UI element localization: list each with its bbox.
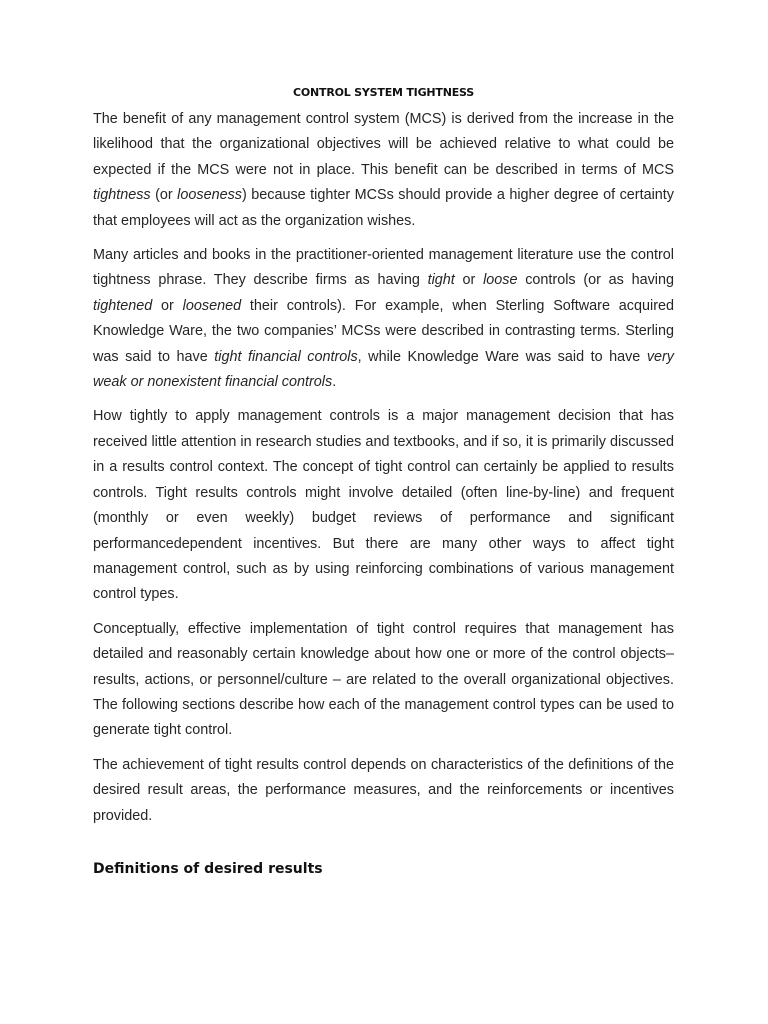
paragraph [93,404,674,607]
text-run: (or [150,187,178,204]
text-run: The achievement of tight results control depends on characteristics of the definitions of the desired result areas, the performance measures, and the reinforcements or incentives provided. [93,756,674,824]
text-run: Conceptually, effective implementation of tight control requires that management has detailed and reasonably certain knowledge about how one or more of the control objects– results, actions, or personnel/culture – are related to the overall organizational objectives. The following sections describe how each of the management control types can be used to generate tight control. [93,620,674,739]
italic-text-run: tight financial controls [214,348,358,365]
text-run: controls (or as having [517,272,674,289]
paragraph [93,617,674,744]
paragraph [93,243,674,395]
italic-text-run: tightness [93,187,151,204]
paragraph [93,753,674,829]
text-run: , while Knowledge Ware was said to have [357,348,647,365]
text-run: or [152,297,183,314]
text-run: Many articles and books in the practitioner-oriented management literature use the control tightness phrase. They describe firms as having [93,247,674,289]
italic-text-run: loosened [182,297,242,314]
text-run: How tightly to apply management controls is a major management decision that has received little attention in research studies and textbooks, and if so, it is primarily discussed in a results control context. The concept of tight control can certainly be applied to results controls. Tight results controls might involve detailed (often line-by-line) and frequent (monthly or even weekly) budget reviews of performance and significant performancedependent incentives. But there are many other ways to affect tight management control, such as by using reinforcing combinations of various management control types. [93,408,674,603]
italic-text-run: looseness [177,187,242,204]
italic-text-run: very weak or nonexistent financial controls [93,348,674,391]
document-body [93,86,674,838]
text-run: or [454,272,484,289]
text-run: . [332,374,337,391]
paragraph [93,107,674,234]
italic-text-run: tightened [93,297,153,314]
italic-text-run: tight [427,272,455,289]
text-run: ) because tighter MCSs should provide a higher degree of certainty that employees will act as the organization wishes. [93,187,674,229]
text-run: The benefit of any management control system (MCS) is derived from the increase in the likelihood that the organizational objectives will be achieved relative to what could be expected if the MCS were not in place. This benefit can be described in terms of MCS [93,111,674,178]
section-heading: Definitions of desired results [93,861,323,877]
text-run: their controls). For example, when Sterling Software acquired Knowledge Ware, the two companies’ MCSs were described in contrasting terms. Sterling was said to have [93,297,675,365]
italic-text-run: loose [483,272,518,289]
document-title: CONTROL SYSTEM TIGHTNESS [292,86,474,99]
